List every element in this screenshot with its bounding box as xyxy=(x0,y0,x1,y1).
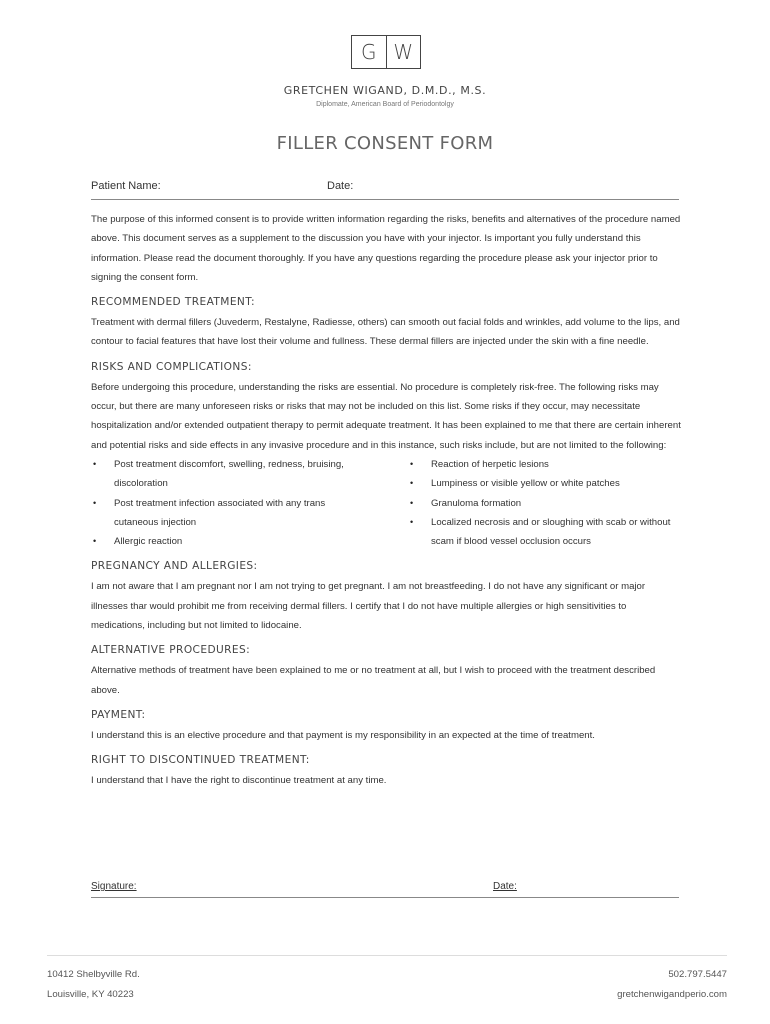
list-item: • Lumpiness or visible yellow or white patches xyxy=(408,474,681,493)
list-item: • Granuloma formation xyxy=(408,494,681,513)
alternative-text: Alternative methods of treatment have been explained to me or no treatment at all, but I wish to proceed with the treatment described above. xyxy=(91,665,656,696)
form-title: FILLER CONSENT FORM xyxy=(276,133,494,154)
signature-row[interactable] xyxy=(91,880,679,898)
address-line-1: 10412 Shelbyville Rd. xyxy=(47,969,140,980)
gw-logo xyxy=(351,35,421,69)
patient-name-label: Patient Name: xyxy=(91,180,161,192)
signature-date-label: Date: xyxy=(493,881,517,892)
list-item: • Allergic reaction xyxy=(91,532,408,551)
risks-heading: RISKS AND COMPLICATIONS: xyxy=(91,360,252,373)
risks-list-left xyxy=(91,455,408,551)
list-item: • Post treatment discomfort, swelling, redness, bruising, discoloration xyxy=(91,455,408,494)
list-item: • Reaction of herpetic lesions xyxy=(408,455,681,474)
doctor-name: GRETCHEN WIGAND, D.M.D., M.S. xyxy=(283,84,487,97)
risks-text: Before undergoing this procedure, understanding the risks are essential. No procedure is completely risk-free. The following risks may occur, but there are many unforeseen risks or risks that may not be included on this list. Some risks if they occur, may necessitate hospitalization and/or extended outpatient therapy to permit adequate treatment. It has been explained to me that there are certain inherent and potential risks and side effects in any invasive procedure and in this instance, such risks include, but are not limited to the following: xyxy=(91,381,681,451)
footer-divider xyxy=(47,955,727,956)
list-item: • Localized necrosis and or sloughing with scab or without scam if blood vessel occlusion occurs xyxy=(408,513,681,552)
pregnancy-heading: PREGNANCY AND ALLERGIES: xyxy=(91,560,258,573)
address-line-2: Louisville, KY 40223 xyxy=(47,989,134,1000)
discontinue-text: I understand that I have the right to discontinue treatment at any time. xyxy=(91,775,387,787)
patient-info-row[interactable] xyxy=(91,179,679,200)
form-body xyxy=(91,210,681,791)
list-item: • Post treatment infection associated with any trans cutaneous injection xyxy=(91,494,408,533)
signature-label: Signature: xyxy=(91,881,137,892)
website-link[interactable]: gretchenwigandperio.com xyxy=(617,989,727,1000)
alternative-heading: ALTERNATIVE PROCEDURES: xyxy=(91,644,251,657)
pregnancy-text: I am not aware that I am pregnant nor I am not trying to get pregnant. I am not breastfeeding. I do not have any significant or major illnesses thar would prohibit me from receiving dermal fillers. I certify that I do not have multiple allergies or high sensitivities to medications, including but not limited to lidocaine. xyxy=(91,581,646,632)
diplomate-subtitle: Diplomate, American Board of Periodontolgy xyxy=(316,101,454,108)
phone-number: 502.797.5447 xyxy=(668,969,727,980)
risks-list xyxy=(91,455,681,551)
footer-contact xyxy=(617,965,727,1005)
payment-text: I understand this is an elective procedure and that payment is my responsibility in an expected at the time of treatment. xyxy=(91,729,595,741)
logo-letter-w: W xyxy=(393,40,414,64)
footer-address xyxy=(47,965,140,1005)
payment-heading: PAYMENT: xyxy=(91,708,146,721)
patient-date-label: Date: xyxy=(327,180,354,192)
discontinue-heading: RIGHT TO DISCONTINUED TREATMENT: xyxy=(91,754,310,767)
recommended-text: Treatment with dermal fillers (Juvederm, Restalyne, Radiesse, others) can smooth out facial folds and wrinkles, add volume to the lips, and contour to facial features that have lost their volume and fullness. These dermal fillers are injected under the skin with a fine needle. xyxy=(91,317,680,348)
risks-list-right xyxy=(408,455,681,551)
intro-paragraph: The purpose of this informed consent is to provide written information regarding the risks, benefits and alternatives of the procedure named above. This document serves as a supplement to the discussion you have with your injector. Is important you fully understand this information. Please read the document thoroughly. If you have any questions regarding the procedure please ask your injector prior to signing the consent form. xyxy=(91,214,681,283)
logo-letter-g: G xyxy=(352,36,387,68)
recommended-heading: RECOMMENDED TREATMENT: xyxy=(91,296,255,309)
